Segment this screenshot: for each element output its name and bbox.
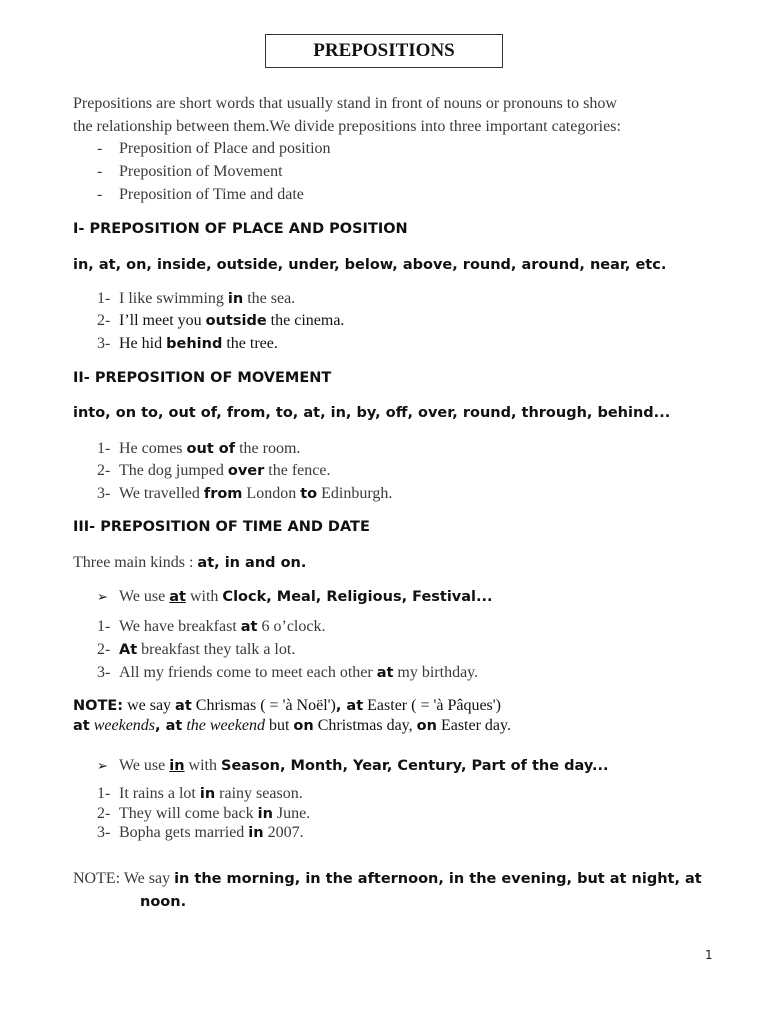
category-label: Preposition of Time and date: [119, 186, 304, 203]
example-keyword: in: [257, 806, 273, 822]
example-number: 2-: [97, 462, 111, 479]
example-text: All my friends come to meet each other: [119, 664, 377, 681]
example-text: my birthday.: [393, 664, 479, 681]
example-keyword: behind: [166, 336, 223, 352]
note-italic: weekends: [93, 717, 156, 734]
kinds-keywords: at, in and on.: [197, 555, 307, 571]
note-keyword: on: [293, 718, 314, 734]
example-number: 2-: [97, 805, 111, 822]
note-keyword: at: [175, 698, 192, 714]
example-text: London: [242, 485, 301, 502]
example-keyword: to: [300, 486, 318, 502]
example-text: June.: [272, 805, 311, 822]
rule-list: Season, Month, Year, Century, Part of the day...: [221, 758, 609, 774]
rule-text: We use: [119, 588, 170, 605]
example-text: 6 o’clock.: [257, 618, 326, 635]
example-item: [97, 485, 392, 503]
intro-line-1: Prepositions are short words that usually stand in front of nouns or pronouns to show: [73, 95, 617, 112]
example-item: [97, 785, 303, 803]
movement-word-list: into, on to, out of, from, to, at, in, by, off, over, round, through, behind...: [73, 405, 671, 421]
note-italic: the weekend: [186, 717, 265, 734]
category-item: [97, 140, 331, 158]
example-keyword: in: [248, 825, 264, 841]
note-in-line-1: [73, 870, 702, 888]
example-keyword: At: [119, 642, 138, 658]
rule-keyword: at: [169, 589, 186, 605]
page-number: 1: [705, 948, 713, 962]
category-label: Preposition of Place and position: [119, 140, 331, 157]
note-text: Easter day.: [436, 717, 511, 734]
example-number: 3-: [97, 485, 111, 502]
example-text: the room.: [235, 440, 301, 457]
example-keyword: from: [203, 486, 243, 502]
arrow-bullet-icon: ➢: [97, 589, 108, 604]
note-label: NOTE: [73, 870, 116, 887]
note-keyword: in the morning, in the afternoon, in the evening, but at night, at: [174, 871, 702, 887]
note-keyword: , at: [335, 698, 364, 714]
example-number: 3-: [97, 664, 111, 681]
note-text: Easter ( = 'à Pâques'): [363, 697, 501, 714]
note-at-line-2: [73, 717, 511, 735]
note-text: : We say: [115, 870, 175, 887]
example-keyword: in: [199, 786, 216, 802]
example-text: Bopha gets married: [119, 824, 249, 841]
note-keyword: at: [73, 718, 90, 734]
note-in-line-2: [140, 893, 186, 911]
example-number: 2-: [97, 312, 111, 329]
example-text: They will come back: [119, 805, 258, 822]
rule-text: with: [184, 757, 221, 774]
example-number: 1-: [97, 440, 111, 457]
intro-line-2: the relationship between them.We divide prepositions into three important categories:: [73, 118, 621, 135]
rule-text: We use: [119, 757, 170, 774]
example-text: breakfast they talk a lot.: [137, 641, 296, 658]
note-text: we say: [123, 697, 176, 714]
example-number: 3-: [97, 335, 111, 352]
note-text: Christmas day,: [313, 717, 417, 734]
example-keyword: outside: [205, 313, 267, 329]
example-text: He hid: [119, 335, 167, 352]
example-text: the tree.: [222, 335, 278, 352]
note-label: NOTE:: [73, 698, 124, 714]
rule-at: [97, 588, 493, 606]
example-keyword: over: [227, 463, 265, 479]
example-item: [97, 805, 310, 823]
example-number: 3-: [97, 824, 111, 841]
example-text: the cinema.: [266, 312, 345, 329]
section-heading-place: I- PREPOSITION OF PLACE AND POSITION: [73, 221, 408, 237]
dash-marker: -: [97, 163, 103, 180]
rule-text: with: [185, 588, 223, 605]
example-item: [97, 290, 295, 308]
example-text: Edinburgh.: [317, 485, 393, 502]
example-text: The dog jumped: [119, 462, 228, 479]
example-number: 1-: [97, 618, 111, 635]
rule-keyword: in: [169, 758, 185, 774]
note-text: Chrismas ( = 'à Noël'): [191, 697, 336, 714]
arrow-bullet-icon: ➢: [97, 758, 108, 773]
example-number: 2-: [97, 641, 111, 658]
example-text: It rains a lot: [119, 785, 200, 802]
example-text: We travelled: [119, 485, 204, 502]
example-text: the fence.: [264, 462, 331, 479]
example-text: 2007.: [263, 824, 304, 841]
note-keyword: on: [416, 718, 437, 734]
section-heading-movement: II- PREPOSITION OF MOVEMENT: [73, 370, 332, 386]
example-item: [97, 312, 344, 330]
example-text: He comes: [119, 440, 187, 457]
example-keyword: at: [240, 619, 258, 635]
example-keyword: at: [376, 665, 394, 681]
dash-marker: -: [97, 186, 103, 203]
example-keyword: in: [227, 291, 244, 307]
page-title: PREPOSITIONS: [265, 34, 503, 68]
category-label: Preposition of Movement: [119, 163, 283, 180]
example-item: [97, 440, 300, 458]
dash-marker: -: [97, 140, 103, 157]
example-number: 1-: [97, 290, 111, 307]
example-item: [97, 618, 325, 636]
section-heading-time: III- PREPOSITION OF TIME AND DATE: [73, 519, 370, 535]
example-text: rainy season.: [215, 785, 303, 802]
note-at-line-1: [73, 697, 501, 715]
note-keyword: , at: [155, 718, 183, 734]
example-text: I like swimming: [119, 290, 228, 307]
kinds-text: Three main kinds :: [73, 554, 198, 571]
example-text: I’ll meet you: [119, 312, 206, 329]
example-item: [97, 664, 478, 682]
example-text: the sea.: [243, 290, 296, 307]
note-keyword: noon.: [140, 894, 187, 910]
rule-list: Clock, Meal, Religious, Festival...: [222, 589, 493, 605]
note-text: but: [264, 717, 294, 734]
category-item: [97, 163, 283, 181]
example-item: [97, 641, 295, 659]
example-item: [97, 462, 330, 480]
example-number: 1-: [97, 785, 111, 802]
example-item: [97, 335, 278, 353]
rule-in: [97, 757, 608, 775]
example-text: We have breakfast: [119, 618, 241, 635]
place-word-list: in, at, on, inside, outside, under, below, above, round, around, near, etc.: [73, 257, 667, 273]
category-item: [97, 186, 304, 204]
example-keyword: out of: [186, 441, 236, 457]
time-kinds-line: [73, 554, 306, 572]
example-item: [97, 824, 304, 842]
